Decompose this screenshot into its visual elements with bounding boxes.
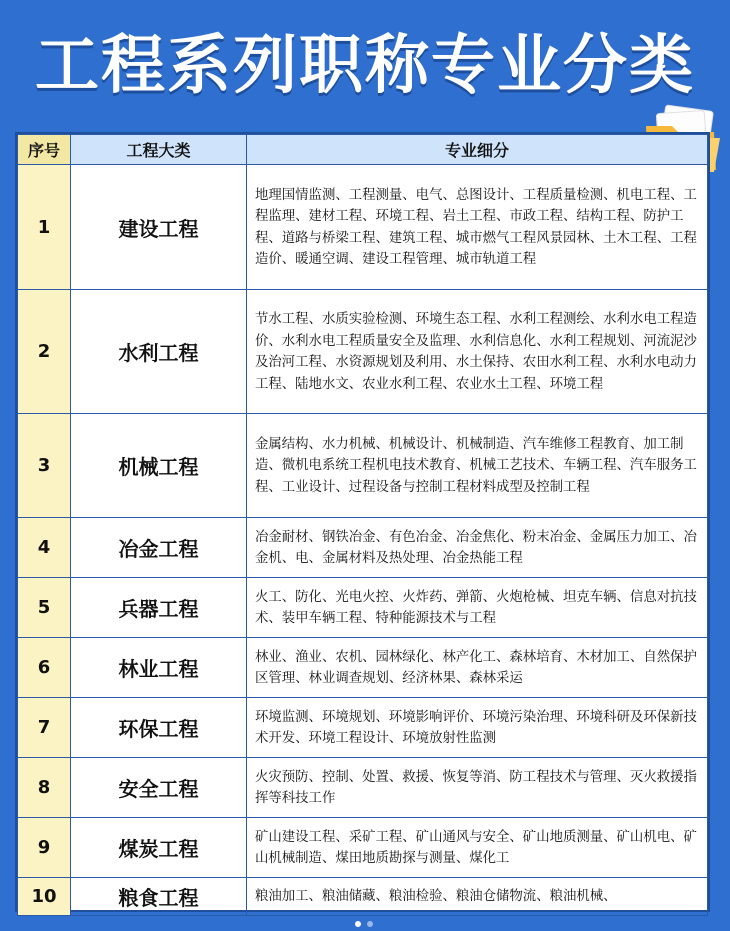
row-category: 水利工程 <box>71 290 247 414</box>
row-category: 兵器工程 <box>71 578 247 638</box>
page-title: 工程系列职称专业分类 <box>35 29 695 103</box>
table-row <box>18 758 708 818</box>
row-number: 2 <box>18 290 71 414</box>
row-detail: 节水工程、水质实验检测、环境生态工程、水利工程测绘、水利水电工程造价、水利水电工程质量安全及监理、水利信息化、水利工程规划、河流泥沙及治河工程、水资源规划及利用、水土保持、农田水利工程、水利水电动力工程、陆地水文、农业水利工程、农业水土工程、环境工程 <box>247 290 708 414</box>
row-category: 建设工程 <box>71 165 247 290</box>
row-detail: 火工、防化、光电火控、火炸药、弹箭、火炮枪械、坦克车辆、信息对抗技术、装甲车辆工程、特种能源技术与工程 <box>247 578 708 638</box>
table-row <box>18 518 708 578</box>
row-category: 安全工程 <box>71 758 247 818</box>
table-header-row <box>18 135 708 165</box>
row-number: 9 <box>18 818 71 878</box>
row-number: 10 <box>18 878 71 916</box>
table-row <box>18 818 708 878</box>
table-row <box>18 165 708 290</box>
row-number: 4 <box>18 518 71 578</box>
row-number: 5 <box>18 578 71 638</box>
row-category: 粮食工程 <box>71 878 247 916</box>
row-category: 环保工程 <box>71 698 247 758</box>
table-row <box>18 878 708 916</box>
table-row <box>18 414 708 518</box>
row-number: 1 <box>18 165 71 290</box>
row-number: 7 <box>18 698 71 758</box>
page-dot[interactable] <box>367 921 373 927</box>
row-detail: 金属结构、水力机械、机械设计、机械制造、汽车维修工程教育、加工制造、微机电系统工程机电技术教育、机械工艺技术、车辆工程、汽车服务工程、工业设计、过程设备与控制工程材料成型及控制工程 <box>247 414 708 518</box>
row-detail: 矿山建设工程、采矿工程、矿山通风与安全、矿山地质测量、矿山机电、矿山机械制造、煤田地质勘探与测量、煤化工 <box>247 818 708 878</box>
row-category: 林业工程 <box>71 638 247 698</box>
row-detail: 冶金耐材、钢铁冶金、有色冶金、冶金焦化、粉末冶金、金属压力加工、冶金机、电、金属材料及热处理、冶金热能工程 <box>247 518 708 578</box>
row-detail: 粮油加工、粮油储藏、粮油检验、粮油仓储物流、粮油机械、 <box>247 878 708 916</box>
row-number: 8 <box>18 758 71 818</box>
profession-table <box>15 132 710 912</box>
header-detail: 专业细分 <box>247 135 708 165</box>
row-detail: 地理国情监测、工程测量、电气、总图设计、工程质量检测、机电工程、工程监理、建材工程、环境工程、岩土工程、市政工程、结构工程、防护工程、道路与桥梁工程、建筑工程、城市燃气工程风景园林、土木工程、工程造价、暖通空调、建设工程管理、城市轨道工程 <box>247 165 708 290</box>
page-indicator[interactable] <box>352 912 376 920</box>
row-detail: 环境监测、环境规划、环境影响评价、环境污染治理、环境科研及环保新技术开发、环境工程设计、环境放射性监测 <box>247 698 708 758</box>
row-category: 机械工程 <box>71 414 247 518</box>
row-number: 6 <box>18 638 71 698</box>
header-category: 工程大类 <box>71 135 247 165</box>
row-number: 3 <box>18 414 71 518</box>
page-dot-active[interactable] <box>355 921 361 927</box>
table-row <box>18 638 708 698</box>
row-category: 冶金工程 <box>71 518 247 578</box>
row-category: 煤炭工程 <box>71 818 247 878</box>
header-number: 序号 <box>18 135 71 165</box>
table-row <box>18 698 708 758</box>
table-row <box>18 290 708 414</box>
table-row <box>18 578 708 638</box>
row-detail: 林业、渔业、农机、园林绿化、林产化工、森林培育、木材加工、自然保护区管理、林业调查规划、经济林果、森林采运 <box>247 638 708 698</box>
row-detail: 火灾预防、控制、处置、救援、恢复等消、防工程技术与管理、灭火救援指挥等科技工作 <box>247 758 708 818</box>
